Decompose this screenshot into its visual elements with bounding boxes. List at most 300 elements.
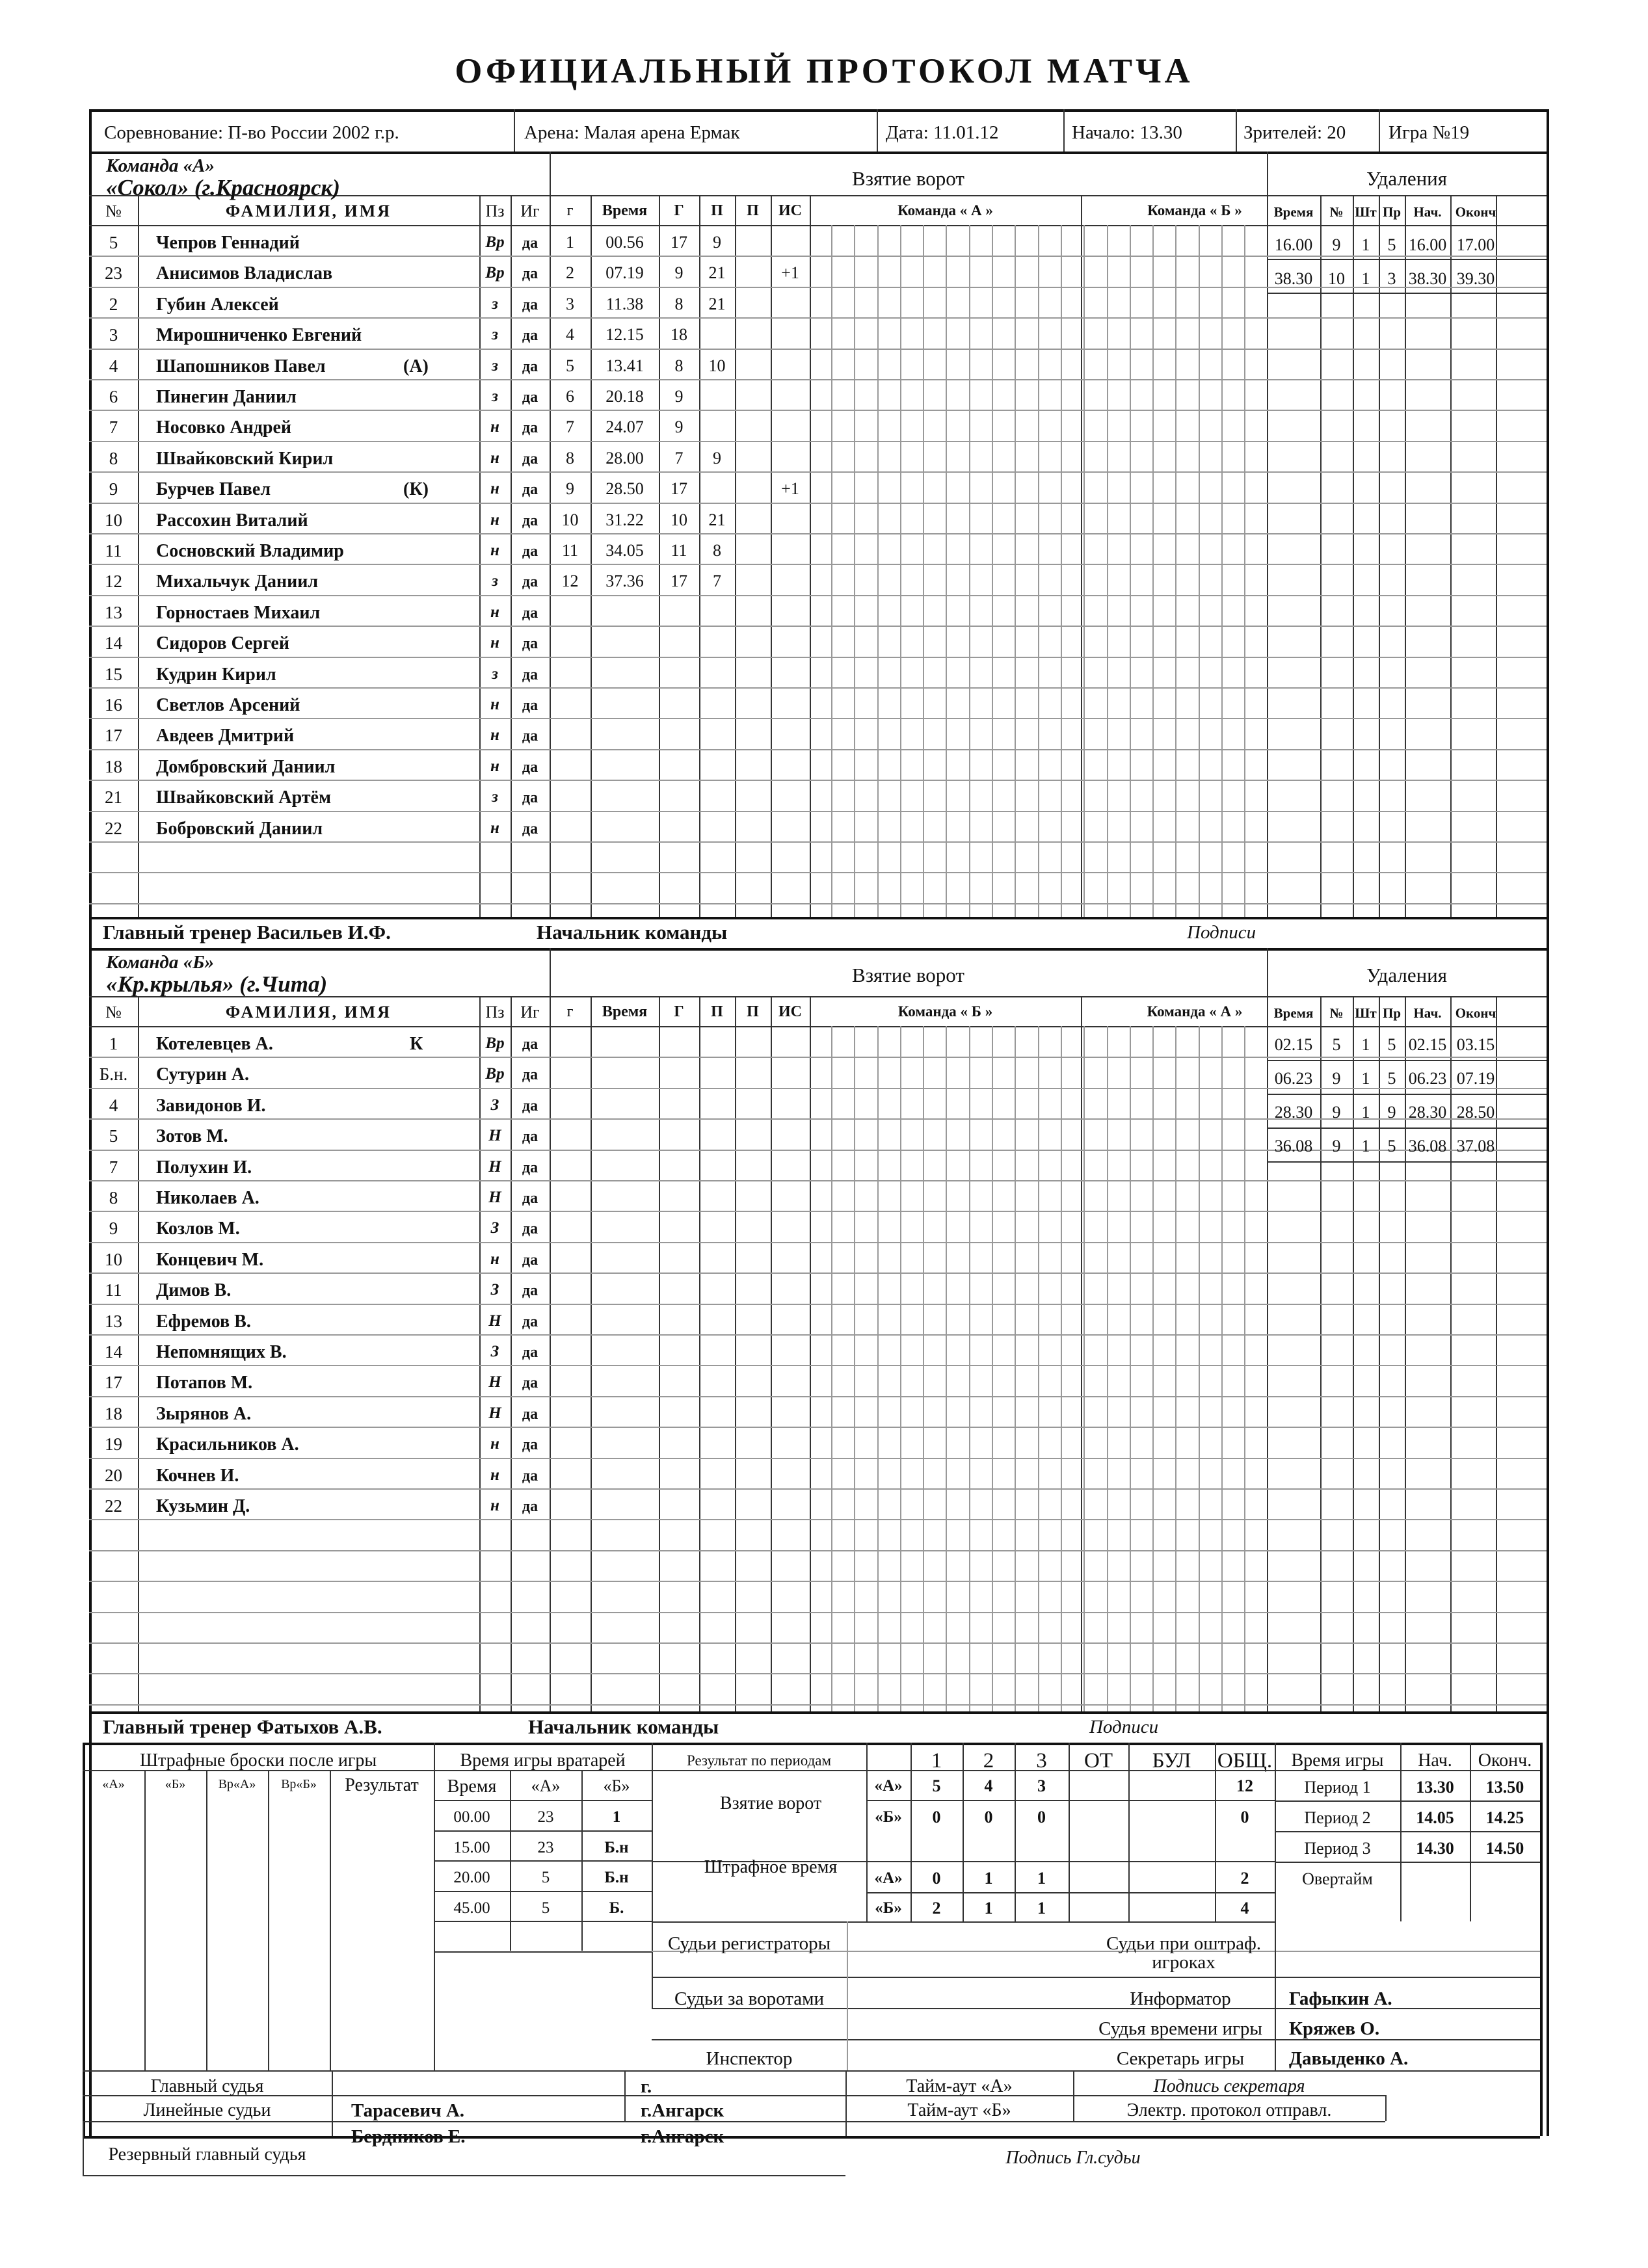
cell-text: г [566, 1003, 574, 1020]
cell-text: 1 [931, 1749, 942, 1773]
grid-line [89, 1365, 1547, 1366]
grid-line [1320, 195, 1322, 917]
player-number: 22 [105, 818, 122, 838]
grid-line [900, 225, 901, 917]
player-number: 22 [105, 1496, 122, 1516]
grid-line [1175, 1026, 1176, 1711]
cell-text: 5 [541, 1869, 550, 1886]
cell-text: 1 [1361, 235, 1370, 254]
player-name: Пинегин Даниил [156, 387, 297, 407]
grid-line [1405, 996, 1406, 1711]
player-name: Сутурин А. [156, 1064, 249, 1085]
cell-text: 39.30 [1456, 269, 1495, 288]
player-name: Мирошниченко Евгений [156, 325, 362, 346]
player-played: да [522, 1436, 538, 1454]
cell-text: Команда « Б » [897, 1003, 993, 1020]
player-name: Потапов М. [156, 1373, 253, 1393]
grid-line [1275, 1831, 1540, 1832]
grid-line [89, 225, 1547, 226]
player-position: з [492, 572, 498, 590]
grid-line [89, 1673, 1547, 1674]
grid-line [89, 1427, 1547, 1428]
grid-line [434, 1951, 652, 1953]
cell-text: 2 [932, 1899, 941, 1918]
cell-text: 23 [537, 1808, 554, 1826]
signatures: Подписи [1089, 1717, 1159, 1737]
cell-text: 02.15 [1408, 1035, 1447, 1054]
grid-line [866, 1892, 1275, 1893]
cell-text: 14.05 [1416, 1808, 1454, 1827]
grid-line [89, 917, 1547, 919]
player-name: Губин Алексей [156, 294, 279, 315]
cell-text: ФАМИЛИЯ, ИМЯ [225, 202, 392, 220]
grid-line [591, 996, 592, 1711]
cell-text: Результат [345, 1775, 419, 1795]
grid-line [992, 1026, 993, 1711]
player-played: да [522, 1282, 538, 1300]
player-number: 7 [109, 1157, 118, 1177]
cell-text: Давыденко А. [1289, 2048, 1409, 2069]
cell-text: Период 1 [1304, 1778, 1371, 1797]
player-played: да [522, 820, 538, 837]
grid-line [1244, 1026, 1245, 1711]
grid-line [992, 225, 993, 917]
grid-line [83, 1743, 1540, 1745]
player-position: н [490, 510, 499, 529]
grid-line [1267, 948, 1268, 1711]
grid-line [1175, 225, 1176, 917]
player-position: Вр [485, 233, 505, 251]
player-position: н [490, 1250, 499, 1268]
player-name: Рассохин Виталий [156, 510, 308, 531]
player-role: (А) [403, 356, 429, 376]
cell-text: Период 2 [1304, 1808, 1371, 1827]
player-name: Кузьмин Д. [156, 1496, 250, 1516]
grid-line [1385, 2095, 1387, 2121]
player-position: Вр [485, 264, 505, 282]
player-position: З [490, 1281, 499, 1299]
player-name: Чепров Геннадий [156, 233, 300, 253]
grid-line [652, 1921, 1275, 1923]
goal-time: 37.36 [605, 572, 644, 591]
grid-line [735, 195, 736, 917]
grid-line [969, 1026, 970, 1711]
cell-text: 4 [984, 1776, 993, 1795]
cell-text: ИС [778, 202, 802, 219]
grid-line [923, 225, 924, 917]
arena: Арена: Малая арена Ермак [524, 122, 740, 143]
cell-text: 1 [1361, 1137, 1370, 1155]
cell-text: 3 [1036, 1749, 1047, 1773]
cell-text: Иг [520, 1003, 540, 1022]
grid-line [89, 471, 1547, 473]
cell-text: Информатор [1130, 1988, 1231, 2009]
cell-text: 11 [561, 541, 579, 560]
player-played: да [522, 419, 538, 437]
cell-text: Команда « А » [1147, 1003, 1243, 1020]
player-name: Бурчев Павел [156, 479, 271, 500]
grid-line [330, 1770, 331, 2070]
cell-text: 38.30 [1408, 269, 1447, 288]
player-name: Зырянов А. [156, 1403, 252, 1424]
team-name: «Сокол» (г.Красноярск) [106, 175, 340, 200]
grid-line [831, 1026, 832, 1711]
player-number: 18 [105, 1403, 122, 1423]
grid-line [89, 780, 1547, 781]
cell-text: 15.00 [453, 1838, 490, 1856]
cell-text: Пз [485, 202, 505, 220]
grid-line [1130, 1026, 1131, 1711]
cell-text: 13.50 [1485, 1778, 1524, 1797]
player-played: да [522, 697, 538, 714]
cell-text: 0 [1240, 1808, 1249, 1826]
cell-text: 4 [1240, 1899, 1249, 1918]
grid-line [1081, 996, 1082, 1711]
cell-text: Б.н [604, 1838, 629, 1856]
cell-text: 10 [708, 356, 726, 375]
cell-text: Б. [609, 1899, 624, 1917]
grid-line [1267, 1161, 1547, 1163]
cell-text: 20.00 [453, 1869, 490, 1886]
player-number: 4 [109, 1095, 118, 1115]
grid-line [89, 1711, 1547, 1714]
grid-line [89, 1396, 1547, 1397]
cell-text: 13.30 [1416, 1778, 1454, 1797]
cell-text: «Б» [875, 1808, 902, 1826]
cell-text: Судья времени игры [1098, 2018, 1262, 2039]
player-number: 6 [109, 387, 118, 406]
cell-text: 37.08 [1456, 1137, 1495, 1155]
grid-line [866, 1800, 1275, 1801]
cell-text: 7 [674, 448, 684, 468]
grid-line [1353, 195, 1354, 917]
grid-line [847, 1921, 848, 2070]
player-number: 11 [105, 1280, 122, 1300]
grid-line [877, 109, 878, 152]
player-name: Кочнев И. [156, 1465, 239, 1486]
player-name: Непомнящих В. [156, 1342, 287, 1362]
grid-line [268, 1770, 269, 2070]
player-number: 19 [105, 1434, 122, 1455]
cell-text: Шт [1355, 204, 1377, 220]
penalties-title: Удаления [1366, 167, 1448, 190]
cell-text: 14.30 [1416, 1839, 1454, 1858]
goal-time: 24.07 [605, 417, 644, 437]
cell-text: ОТ [1084, 1749, 1113, 1773]
cell-text: 8 [674, 294, 684, 313]
cell-text: 5 [566, 356, 574, 375]
grid-line [89, 317, 1547, 319]
player-name: Домбровский Даниил [156, 756, 336, 777]
grid-line [1081, 195, 1082, 917]
grid-line [1236, 109, 1237, 152]
goal-time: 28.00 [605, 448, 644, 468]
cell-text: 0 [1037, 1808, 1046, 1826]
player-position: н [490, 480, 499, 498]
player-number: 17 [105, 1373, 122, 1393]
player-name: Красильников А. [156, 1434, 299, 1455]
grid-line [810, 195, 811, 917]
grid-line [89, 1581, 1547, 1582]
player-number: Б.н. [99, 1064, 128, 1085]
grid-line [434, 1830, 652, 1832]
cell-text: 8 [566, 448, 574, 468]
cell-text: 21 [708, 510, 726, 529]
player-position: н [490, 819, 499, 837]
cell-text: 1 [566, 233, 574, 252]
cell-text: 5 [541, 1899, 550, 1917]
player-number: 13 [105, 1311, 122, 1331]
cell-text: «Б» [875, 1899, 902, 1917]
cell-text: Г [674, 202, 684, 219]
cell-text: г. [641, 2076, 652, 2097]
cell-text: 00.00 [453, 1808, 490, 1826]
cell-text: «А» [874, 1869, 903, 1887]
grid-line [699, 996, 700, 1711]
player-number: 7 [109, 417, 118, 438]
grid-line [923, 1026, 924, 1711]
grid-line [1221, 225, 1223, 917]
cell-text: Пр [1382, 204, 1401, 220]
grid-line [83, 2070, 1540, 2072]
player-position: н [490, 449, 499, 467]
grid-line [89, 109, 1547, 112]
player-played: да [522, 758, 538, 776]
cell-text: Судьи при оштраф. игроках [1106, 1933, 1262, 1973]
grid-line [1547, 109, 1549, 2136]
grid-line [144, 1770, 146, 2070]
grid-line [652, 1977, 1540, 1978]
cell-text: «Б» [603, 1776, 630, 1795]
cell-text: 17 [671, 572, 687, 591]
player-role: (К) [403, 479, 429, 500]
grid-line [1199, 1026, 1200, 1711]
player-position: Н [488, 1157, 501, 1176]
start-time: Начало: 13.30 [1072, 122, 1182, 143]
player-number: 12 [105, 572, 122, 592]
cell-text: Результат по периодам [686, 1752, 832, 1769]
goal-time: 31.22 [605, 510, 644, 529]
goal-time: 07.19 [605, 263, 644, 283]
grid-line [1221, 1026, 1223, 1711]
cell-text: П [747, 202, 759, 219]
grid-line [1152, 1026, 1154, 1711]
player-played: да [522, 1036, 538, 1053]
grid-line [1450, 195, 1452, 917]
player-position: Н [488, 1189, 501, 1206]
cell-text: 1 [984, 1899, 993, 1918]
goals-title: Взятие ворот [852, 167, 964, 190]
cell-text: 06.23 [1408, 1069, 1447, 1088]
grid-line [89, 1642, 1547, 1644]
player-position: з [492, 388, 498, 405]
grid-line [624, 2070, 626, 2121]
player-name: Завидонов И. [156, 1095, 266, 1116]
player-number: 4 [109, 356, 118, 376]
cell-text: ИС [778, 1003, 802, 1020]
cell-text: «Б» [165, 1777, 186, 1791]
cell-text: 4 [566, 325, 574, 345]
grid-line [1038, 225, 1039, 917]
player-position: з [492, 326, 498, 344]
player-name: Котелевцев А. [156, 1034, 273, 1054]
cell-text: Линейные судьи [143, 2100, 271, 2120]
cell-text: Команда « Б » [1147, 202, 1242, 218]
player-position: н [490, 696, 499, 713]
cell-text: «А» [102, 1777, 125, 1791]
cell-text: П [747, 1003, 759, 1020]
cell-text: Тайм-аут «Б» [907, 2100, 1011, 2120]
grid-line [434, 1860, 652, 1862]
player-played: да [522, 327, 538, 345]
player-name: Бобровский Даниил [156, 818, 323, 839]
player-name: Светлов Арсений [156, 695, 300, 715]
grid-line [89, 1211, 1547, 1212]
cell-text: Штрафные броски после игры [139, 1750, 377, 1771]
grid-line [89, 718, 1547, 719]
cell-text: 14.50 [1485, 1839, 1524, 1858]
grid-line [1152, 225, 1154, 917]
player-position: З [490, 1096, 499, 1114]
cell-text: 28.50 [1456, 1103, 1495, 1122]
grid-line [89, 533, 1547, 534]
grid-line [946, 1026, 947, 1711]
player-number: 9 [109, 479, 118, 499]
player-name: Шапошников Павел [156, 356, 326, 376]
penalty-time: 38.30 [1274, 269, 1313, 288]
cell-text: 1 [1361, 1035, 1370, 1054]
cell-text: Кряжев О. [1289, 2018, 1380, 2039]
cell-text: 07.19 [1456, 1069, 1495, 1088]
player-played: да [522, 389, 538, 406]
cell-text: Г [674, 1003, 684, 1020]
player-played: да [522, 728, 538, 745]
cell-text: 3 [1037, 1776, 1046, 1795]
cell-text: Тайм-аут «А» [906, 2076, 1013, 2096]
grid-line [89, 441, 1547, 442]
cell-text: БУЛ [1152, 1749, 1191, 1773]
player-number: 9 [109, 1219, 118, 1239]
grid-line [1267, 1127, 1547, 1129]
cell-text: № [105, 202, 122, 220]
grid-line [89, 1704, 1547, 1706]
cell-text: г.Ангарск [641, 2126, 724, 2147]
grid-line [514, 109, 515, 152]
grid-line [89, 379, 1547, 380]
grid-line [845, 2121, 1385, 2122]
cell-text: 17 [671, 233, 687, 252]
grid-line [89, 1488, 1547, 1490]
player-number: 5 [109, 233, 118, 252]
grid-line [434, 1921, 652, 1922]
penalty-time: 02.15 [1274, 1035, 1313, 1054]
cell-text: 9 [1332, 235, 1341, 254]
player-number: 14 [105, 633, 122, 653]
grid-line [89, 503, 1547, 504]
player-position: Н [488, 1127, 501, 1145]
grid-line [1496, 195, 1497, 917]
cell-text: 45.00 [453, 1899, 490, 1917]
grid-line [652, 1770, 1540, 1771]
page-title: ОФИЦИАЛЬНЫЙ ПРОТОКОЛ МАТЧА [455, 51, 1193, 90]
goals-title: Взятие ворот [852, 964, 964, 986]
player-name: Сосновский Владимир [156, 541, 344, 561]
cell-text: 8 [713, 541, 721, 560]
player-number: 13 [105, 602, 122, 622]
cell-text: Период 3 [1304, 1839, 1371, 1858]
player-played: да [522, 1066, 538, 1084]
cell-text: Пр [1382, 1005, 1401, 1021]
grid-line [1083, 1026, 1085, 1711]
cell-text: 7 [566, 417, 574, 437]
player-name: Швайковский Кирил [156, 448, 334, 469]
grid-line [89, 595, 1547, 596]
player-played: да [522, 450, 538, 468]
date: Дата: 11.01.12 [886, 122, 999, 143]
cell-text: Тарасевич А. [351, 2100, 465, 2121]
cell-text: 9 [674, 387, 684, 406]
player-number: 11 [105, 541, 122, 560]
grid-line [735, 996, 736, 1711]
signatures: Подписи [1187, 922, 1256, 943]
cell-text: «А» [874, 1777, 903, 1795]
grid-line [89, 903, 1547, 904]
cell-text: 23 [537, 1838, 554, 1856]
cell-text: Овертайм [1302, 1869, 1373, 1888]
cell-text: Оконч [1455, 1005, 1496, 1021]
grid-line [1038, 1026, 1039, 1711]
cell-text: 5 [1387, 1137, 1396, 1155]
cell-text: № [1329, 1005, 1344, 1021]
cell-text: 8 [674, 356, 684, 375]
player-position: н [490, 1435, 499, 1453]
grid-line [1275, 1800, 1540, 1802]
cell-text: Время [602, 1003, 648, 1020]
grid-line [89, 948, 1547, 951]
player-position: н [490, 757, 499, 775]
cell-text: 21 [708, 294, 726, 313]
grid-line [900, 1026, 901, 1711]
cell-text: Время [1273, 204, 1314, 220]
cell-text: Нач. [1418, 1750, 1452, 1771]
player-position: Вр [485, 1035, 505, 1052]
goal-time: 13.41 [605, 356, 644, 375]
cell-text: ОБЩ. [1217, 1749, 1273, 1773]
player-name: Кудрин Кирил [156, 664, 276, 685]
player-number: 15 [105, 664, 122, 684]
grid-line [1015, 1026, 1016, 1711]
team-label: Команда «Б» [106, 952, 214, 973]
player-name: Горностаев Михаил [156, 602, 321, 623]
player-position: Н [488, 1312, 501, 1330]
cell-text: 1 [1361, 269, 1370, 288]
grid-line [810, 996, 811, 1711]
cell-text: Гафыкин А. [1289, 1988, 1392, 2009]
player-role: К [410, 1034, 423, 1054]
cell-text: 5 [1332, 1035, 1341, 1054]
cell-text: № [1329, 204, 1344, 220]
cell-text: П [711, 1003, 723, 1020]
cell-text: 2 [1240, 1869, 1249, 1888]
cell-text: Б.н [604, 1869, 629, 1886]
grid-line [83, 2121, 845, 2122]
player-name: Анисимов Владислав [156, 263, 333, 284]
cell-text: 0 [984, 1808, 993, 1826]
cell-text: Шт [1355, 1005, 1377, 1021]
grid-line [1275, 1862, 1540, 1863]
cell-text: 9 [674, 417, 684, 437]
cell-text: Вр«Б» [281, 1777, 317, 1791]
